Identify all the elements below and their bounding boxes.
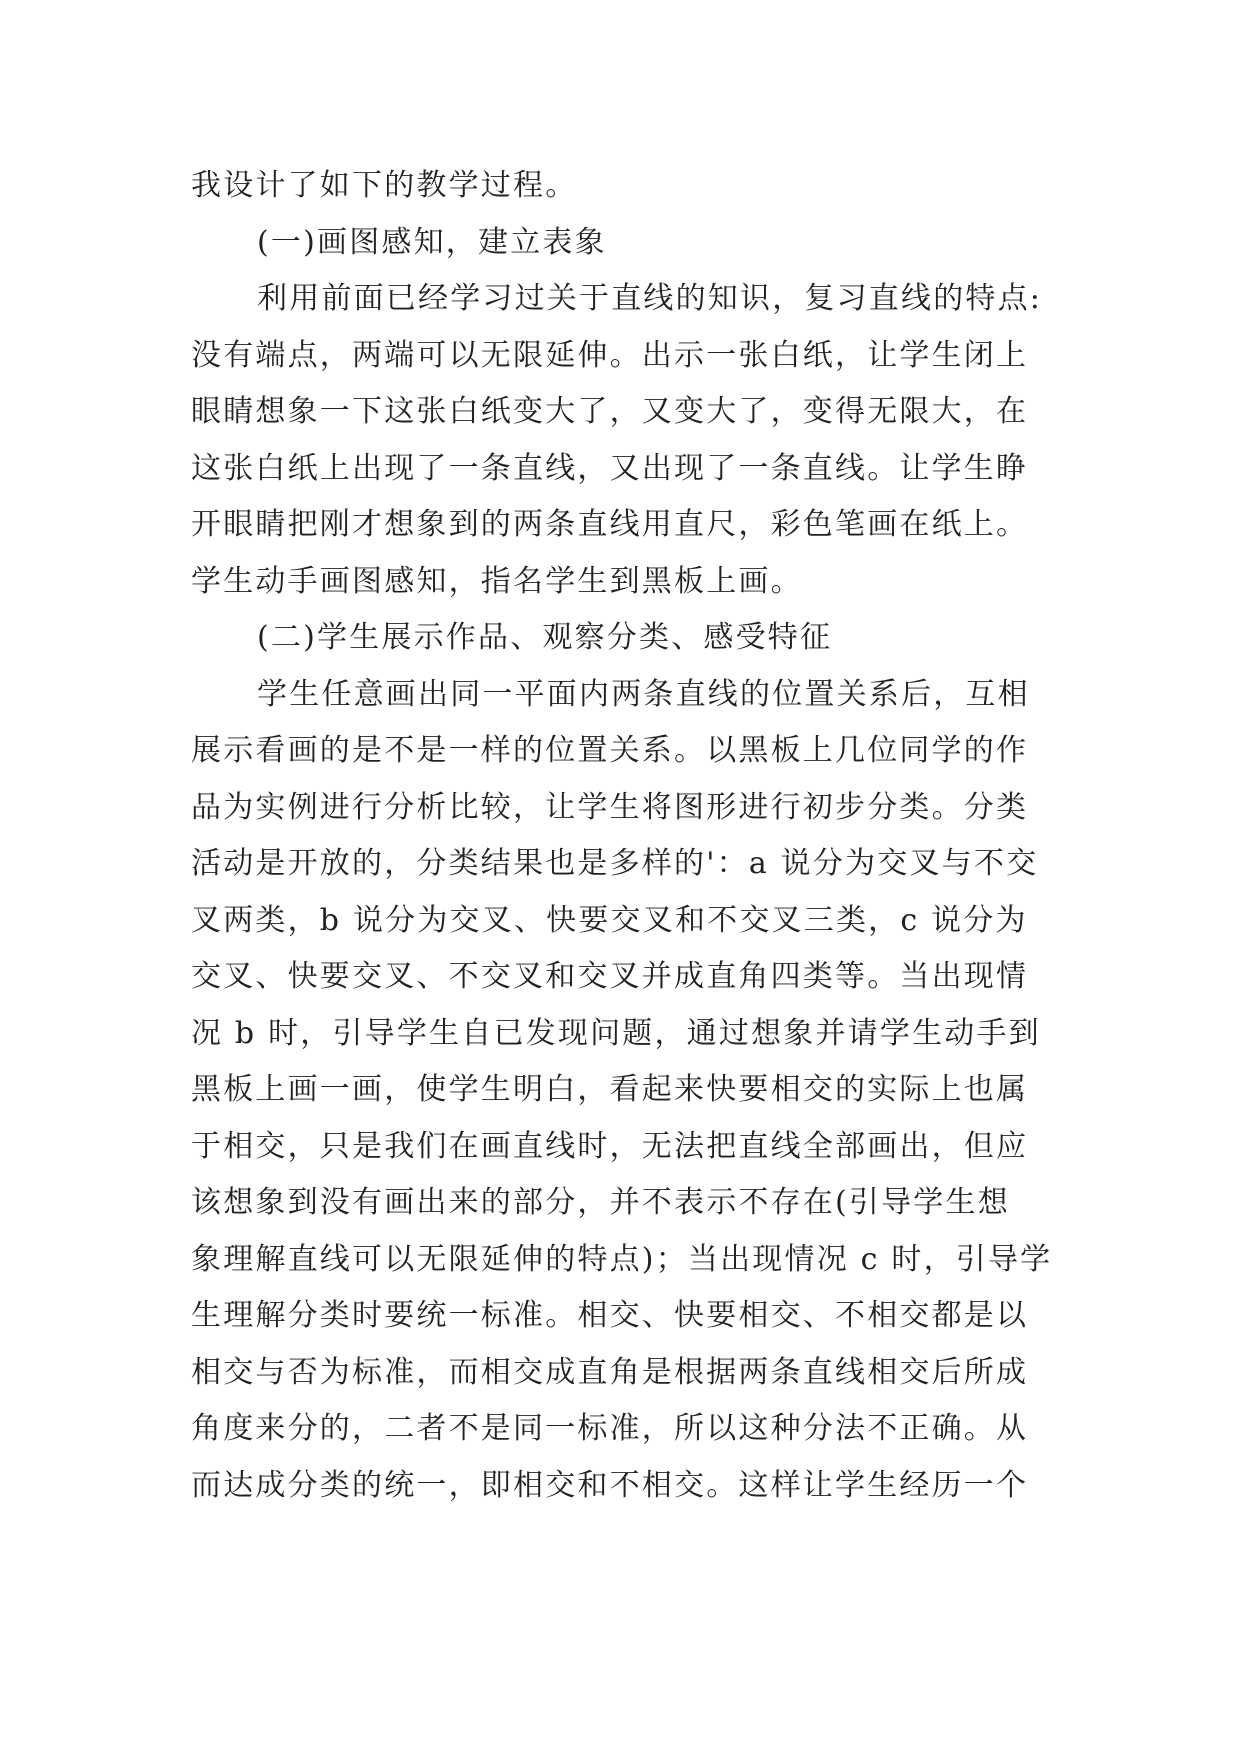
text-line: 没有端点，两端可以无限延伸。出示一张白纸，让学生闭上 — [191, 337, 1029, 373]
text-line: 活动是开放的，分类结果也是多样的'：a 说分为交叉与不交 — [191, 846, 1039, 881]
text-line: 象理解直线可以无限延伸的特点)；当出现情况 c 时，引导学 — [191, 1241, 1053, 1277]
text-line: 开眼睛把刚才想象到的两条直线用直尺，彩色笔画在纸上。 — [191, 507, 1029, 542]
paragraph-start-line: 学生任意画出同一平面内两条直线的位置关系后，互相 — [257, 676, 1030, 712]
text-line: 我设计了如下的教学过程。 — [191, 168, 578, 203]
text-line: 眼睛想象一下这张白纸变大了，又变大了，变得无限大，在 — [191, 394, 1029, 429]
text-line: 况 b 时，引导学生自已发现问题，通过想象并请学生动手到 — [191, 1015, 1041, 1051]
section-heading: (二)学生展示作品、观察分类、感受特征 — [257, 620, 833, 655]
text-line: 交叉、快要交叉、不交叉和交叉并成直角四类等。当出现情 — [191, 959, 1029, 994]
text-line: 角度来分的，二者不是同一标准，所以这种分法不正确。从 — [191, 1411, 1029, 1446]
text-line: 这张白纸上出现了一条直线，又出现了一条直线。让学生睁 — [191, 450, 1029, 486]
text-line: 叉两类，b 说分为交叉、快要交叉和不交叉三类，c 说分为 — [191, 902, 1028, 938]
text-line: 学生动手画图感知，指名学生到黑板上画。 — [191, 563, 803, 599]
section-heading: (一)画图感知，建立表象 — [257, 224, 607, 260]
text-line: 黑板上画一画，使学生明白，看起来快要相交的实际上也属 — [191, 1072, 1029, 1107]
text-line: 于相交，只是我们在画直线时，无法把直线全部画出，但应 — [191, 1128, 1029, 1164]
text-line: 相交与否为标准，而相交成直角是根据两条直线相交后所成 — [191, 1354, 1029, 1390]
text-line: 品为实例进行分析比较，让学生将图形进行初步分类。分类 — [191, 789, 1029, 825]
body-text — [191, 158, 1071, 1514]
text-line: 而达成分类的统一，即相交和不相交。这样让学生经历一个 — [191, 1467, 1029, 1503]
text-line: 生理解分类时要统一标准。相交、快要相交、不相交都是以 — [191, 1298, 1029, 1333]
text-line: 展示看画的是不是一样的位置关系。以黑板上几位同学的作 — [191, 733, 1029, 768]
text-line: 该想象到没有画出来的部分，并不表示不存在(引导学生想 — [191, 1185, 1010, 1220]
paragraph-start-line: 利用前面已经学习过关于直线的知识，复习直线的特点: — [257, 281, 1043, 316]
